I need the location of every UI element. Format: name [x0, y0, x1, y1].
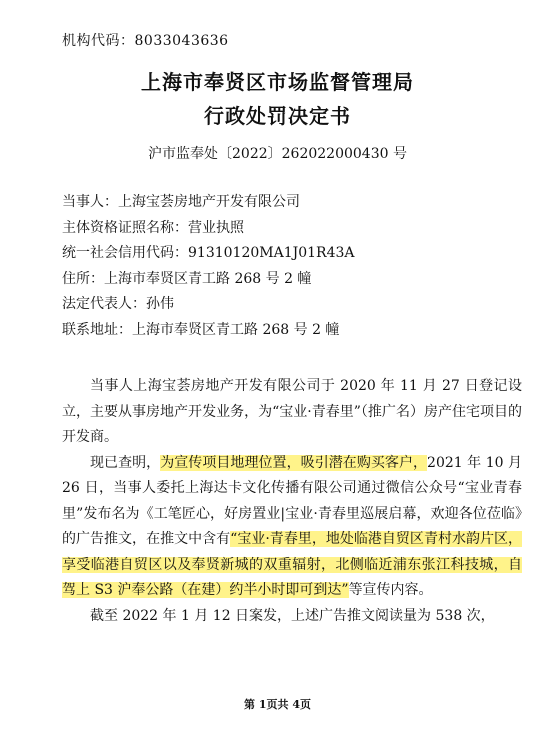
party-name: 当事人：上海宝荟房地产开发有限公司 [62, 194, 300, 210]
org-code: 机构代码：8033043636 [62, 33, 229, 49]
document-body [62, 374, 522, 629]
paragraph-2-tail: 等宣传内容。 [348, 582, 433, 598]
paragraph-2-lead: 现已查明， [90, 454, 161, 471]
highlighted-text: 为宣传项目地理位置，吸引潜在购买客户， [160, 454, 428, 471]
document-type-title: 行政处罚决定书 [204, 104, 351, 128]
highlighted-text: “宝业·青春里，地处临港自贸区青村水韵片区，享受临港自贸区以及奉贤新城的双重辐射，北侧临近浦东张江科技城，自驾上 S3 沪奉公路（在建）约半小时即可到达” [62, 531, 523, 598]
page-number: 第 1页共 4页 [244, 698, 311, 711]
paragraph-3: 截至 2022 年 1 月 12 日案发，上述广告推文阅读量为 538 次， [90, 607, 495, 624]
paragraph-2 [62, 451, 522, 604]
paragraph-1: 当事人上海宝荟房地产开发有限公司于 2020 年 11 月 27 日登记设立，主要从事房地产开发业务，为“宝业·青春里”（推广名）房产住宅项目的开发商。 [62, 378, 522, 445]
license-name: 主体资格证照名称：营业执照 [62, 219, 244, 236]
legal-representative: 法定代表人：孙伟 [62, 296, 174, 312]
issuing-authority-title: 上海市奉贤区市场监督管理局 [141, 70, 414, 94]
party-info [62, 190, 355, 343]
paragraph-2-middle: 2021 年 10 月 26 日，当事人委托上海达卡文化传播有限公司通过微信公众号“宝业青春里”发布名为《工笔匠心，好房置业|宝业·青春里巡展启幕，欢迎各位莅临》的广告推文，在推文中含有 [62, 454, 523, 547]
credit-code: 统一社会信用代码：91310120MA1J01R43A [62, 245, 355, 261]
address: 住所：上海市奉贤区青工路 268 号 2 幢 [62, 270, 312, 287]
contact-address: 联系地址：上海市奉贤区青工路 268 号 2 幢 [62, 321, 340, 338]
document-number: 沪市监奉处〔2022〕262022000430 号 [148, 146, 407, 162]
